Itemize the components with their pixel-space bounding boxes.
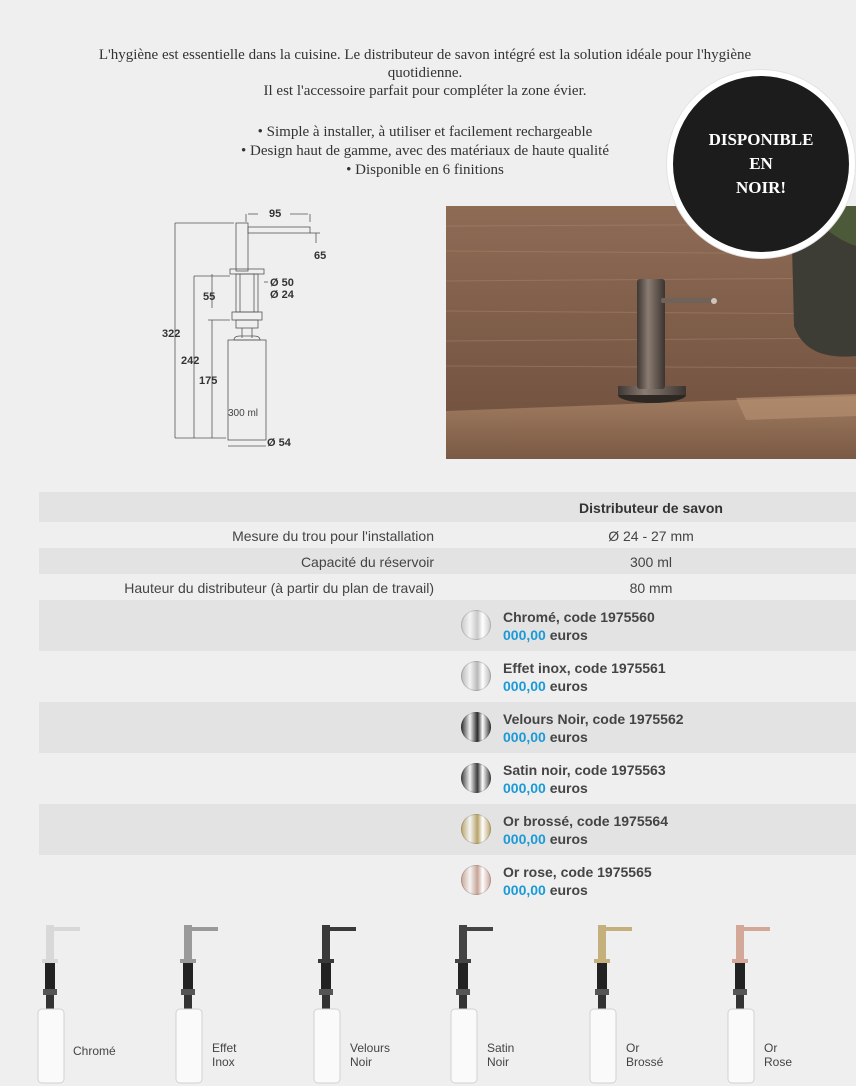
dispenser-stem	[45, 963, 55, 989]
dispenser-flange	[180, 959, 196, 963]
product-label	[626, 1041, 663, 1069]
finish-row	[39, 702, 856, 753]
product-label	[350, 1041, 390, 1069]
badge-line: NOIR!	[735, 178, 787, 197]
dispenser-bottle	[314, 1009, 340, 1083]
intro-line: quotidienne.	[387, 65, 463, 81]
table-row	[39, 522, 856, 548]
soap-dispenser-icon	[413, 915, 493, 1086]
dim-55: 55	[203, 291, 216, 303]
price-currency: euros	[549, 729, 588, 745]
finish-row	[39, 600, 856, 651]
finish-price	[503, 627, 588, 643]
spec-value: 80 mm	[629, 580, 673, 596]
dispenser-nut	[43, 989, 57, 995]
finish-swatch	[461, 814, 491, 844]
finish-name: Velours Noir, code 1975562	[503, 711, 684, 727]
dispenser-flange	[594, 959, 610, 963]
finish-name: Or rose, code 1975565	[503, 864, 652, 880]
dim-d54: Ø 54	[267, 437, 291, 449]
dispenser-pipe	[598, 995, 606, 1009]
feature-item: • Simple à installer, à utiliser et facilement rechargeable	[257, 124, 593, 140]
finish-row	[39, 753, 856, 804]
product-label	[487, 1041, 514, 1069]
badge-line: EN	[749, 154, 773, 173]
finish-price	[503, 831, 588, 847]
dim-95: 95	[269, 208, 282, 220]
product-label	[73, 1044, 116, 1058]
finish-name: Effet inox, code 1975561	[503, 660, 666, 676]
soap-dispenser-icon	[552, 915, 632, 1086]
product-or-brosse	[552, 915, 682, 1086]
dispenser-stem	[321, 963, 331, 989]
dim-322: 322	[162, 328, 181, 340]
dim-175: 175	[199, 375, 218, 387]
table-row	[39, 548, 856, 574]
finish-price	[503, 729, 588, 745]
dispenser-stem	[735, 963, 745, 989]
price-currency: euros	[549, 831, 588, 847]
dim-volume: 300 ml	[228, 408, 259, 419]
soap-dispenser-icon	[276, 915, 356, 1086]
dispenser-flange	[732, 959, 748, 963]
price-amount: 000,00	[503, 831, 546, 847]
price-amount: 000,00	[503, 678, 546, 694]
finish-swatch	[461, 610, 491, 640]
dispenser-nut	[595, 989, 609, 995]
feature-list	[150, 123, 700, 180]
finish-swatch	[461, 865, 491, 895]
dispenser-pipe	[46, 995, 54, 1009]
dispenser-pipe	[736, 995, 744, 1009]
intro-line: L'hygiène est essentielle dans la cuisine. Le distributeur de savon intégré est la solution idéale pour l'hygiène	[98, 47, 752, 63]
price-currency: euros	[549, 882, 588, 898]
finish-swatch	[461, 763, 491, 793]
product-label-line: Inox	[212, 1055, 235, 1069]
soap-dispenser-icon	[0, 915, 80, 1086]
dispenser-pipe	[459, 995, 467, 1009]
product-velours-noir	[276, 915, 406, 1086]
dispenser-spout	[52, 927, 80, 931]
dispenser-bottle	[728, 1009, 754, 1083]
dispenser-spout	[328, 927, 356, 931]
feature-item: • Disponible en 6 finitions	[346, 162, 504, 178]
dispenser-spout	[465, 927, 493, 931]
dispenser-spout	[742, 927, 770, 931]
feature-item: • Design haut de gamme, avec des matériaux de haute qualité	[240, 143, 610, 159]
product-label-line: Noir	[487, 1055, 510, 1069]
dim-65: 65	[314, 250, 327, 262]
finish-price	[503, 678, 588, 694]
dispenser-stem	[183, 963, 193, 989]
product-label-line: Satin	[487, 1041, 515, 1055]
finish-swatch	[461, 712, 491, 742]
dispenser-stem	[458, 963, 468, 989]
price-currency: euros	[549, 780, 588, 796]
intro-text	[40, 46, 810, 100]
dispenser-bottle	[176, 1009, 202, 1083]
dispenser-bottle	[590, 1009, 616, 1083]
soap-dispenser-icon	[690, 915, 770, 1086]
price-amount: 000,00	[503, 780, 546, 796]
price-currency: euros	[549, 627, 588, 643]
finish-row	[39, 804, 856, 855]
product-label-line: Effet	[212, 1041, 237, 1055]
dispenser-nut	[733, 989, 747, 995]
dispenser-nut	[319, 989, 333, 995]
dispenser-spout	[190, 927, 218, 931]
dispenser-stem	[597, 963, 607, 989]
dispenser-flange	[42, 959, 58, 963]
product-label-line: Or	[764, 1041, 778, 1055]
dim-d24: Ø 24	[270, 289, 294, 301]
spec-label: Mesure du trou pour l'installation	[232, 528, 434, 544]
finish-swatch	[461, 661, 491, 691]
badge-line: DISPONIBLE	[708, 130, 814, 149]
finish-price	[503, 882, 588, 898]
finish-name: Chromé, code 1975560	[503, 609, 655, 625]
finish-name: Or brossé, code 1975564	[503, 813, 668, 829]
price-currency: euros	[549, 678, 588, 694]
price-amount: 000,00	[503, 882, 546, 898]
finish-name: Satin noir, code 1975563	[503, 762, 666, 778]
spec-value: 300 ml	[629, 554, 673, 570]
product-label-line: Noir	[350, 1055, 373, 1069]
dispenser-pipe	[184, 995, 192, 1009]
spec-table	[39, 492, 856, 906]
soap-dispenser-icon	[138, 915, 218, 1086]
table-row	[39, 574, 856, 600]
dim-242: 242	[181, 355, 200, 367]
product-label-line: Chromé	[73, 1044, 116, 1058]
intro-line: Il est l'accessoire parfait pour compléter la zone évier.	[263, 83, 587, 99]
dim-d50: Ø 50	[270, 277, 294, 289]
product-label-line: Rose	[764, 1055, 793, 1069]
dimension-diagram	[150, 200, 350, 460]
product-label	[764, 1041, 792, 1069]
product-chrome	[0, 915, 130, 1086]
dispenser-pipe	[322, 995, 330, 1009]
dispenser-nut	[456, 989, 470, 995]
product-label	[212, 1041, 236, 1069]
dispenser-bottle	[38, 1009, 64, 1083]
price-amount: 000,00	[503, 627, 546, 643]
dispenser-flange	[455, 959, 471, 963]
finish-price	[503, 780, 588, 796]
product-label-line: Or	[626, 1041, 640, 1055]
product-label-line: Velours	[350, 1041, 391, 1055]
dispenser-flange	[318, 959, 334, 963]
spec-label: Hauteur du distributeur (à partir du plan de travail)	[124, 580, 434, 596]
spec-label: Capacité du réservoir	[300, 554, 434, 570]
dispenser-nut	[181, 989, 195, 995]
product-or-rose	[690, 915, 820, 1086]
available-in-black-badge	[667, 70, 855, 258]
table-header-row	[39, 492, 856, 522]
dispenser-bottle	[451, 1009, 477, 1083]
dispenser-spout	[604, 927, 632, 931]
product-satin-noir	[413, 915, 543, 1086]
table-header: Distributeur de savon	[579, 500, 723, 516]
product-lineup	[0, 915, 856, 1086]
finish-row	[39, 651, 856, 702]
product-label-line: Brossé	[626, 1055, 664, 1069]
finish-row	[39, 855, 856, 906]
price-amount: 000,00	[503, 729, 546, 745]
product-inox	[138, 915, 268, 1086]
spec-value: Ø 24 - 27 mm	[608, 528, 694, 544]
